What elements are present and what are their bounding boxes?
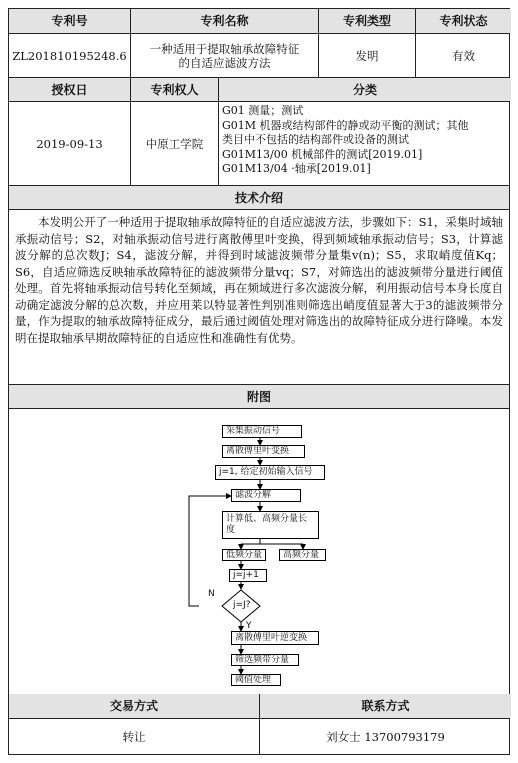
header-grant-date: 授权日 xyxy=(9,78,131,101)
flow-no-label: N xyxy=(208,589,215,599)
flow-step-length-line1: 计算低、高频分量长 xyxy=(226,514,308,524)
flow-yes-label: Y xyxy=(246,621,252,631)
patent-name-line1: 一种适用于提取轴承故障特征 xyxy=(149,41,300,56)
header-contact: 联系方式 xyxy=(260,694,511,718)
patent-info-row xyxy=(9,34,509,78)
flow-step-init: j=1, 给定初始输入信号 xyxy=(215,465,325,480)
header-row-1 xyxy=(9,9,509,34)
header-row-2 xyxy=(9,78,509,102)
flow-step-decompose: 滤波分解 xyxy=(231,489,301,502)
header-patent-name: 专利名称 xyxy=(131,9,319,33)
flow-step-threshold: 阈值处理 xyxy=(231,674,281,686)
flow-decision-text: j=J? xyxy=(233,600,251,610)
patent-name xyxy=(131,34,319,77)
patent-holder: 中原工学院 xyxy=(131,102,219,185)
patent-number: ZL201810195248.6 xyxy=(9,34,131,77)
header-patent-type: 专利类型 xyxy=(319,9,416,33)
classification-line: G01 测量；测试 xyxy=(222,104,304,117)
flow-step-filter: 筛选频带分量 xyxy=(231,654,299,666)
flow-step-length xyxy=(222,511,319,539)
classification-line: G01M13/04 ·轴承[2019.01] xyxy=(222,162,371,175)
flow-step-length-line2: 度 xyxy=(226,525,236,535)
abstract-text: 本发明公开了一种适用于提取轴承故障特征的自适应滤波方法，步骤如下：S1，采集时域轴承振动信号；S2，对轴承振动信号进行离散傅里叶变换，得到频域轴承振动信号；S3，计算滤波分解的总次数J；S4，滤波分解，并得到时域滤波频带分量集v(n)；S5，求取峭度值Kq；S6，自适应筛选反映轴承故障特征的滤波频带分量vq；S7，对筛选出的滤波频带分量进行阈值处理。首先将轴承振动信号转化至频域，再在频域进行多次滤波分解，利用振动信号本身长度自动确定滤波分解的总次数，并应用莱以特显著性判别准则筛选出峭度值显著大于3的滤波频带分量，作为提取的轴承故障特征成分，最后通过阈值处理对筛选出的故障特征成分进行降噪。本发明在提取轴承早期故障特征的自适应性和准确性有优势。 xyxy=(9,210,509,385)
footer-header-row xyxy=(9,694,509,719)
classification-line: 类目中不包括的结构部件或设备的测试 xyxy=(222,133,409,146)
patent-type: 发明 xyxy=(319,34,416,77)
classification-line: G01M 机器或结构部件的静或动平衡的测试；其他 xyxy=(222,118,469,132)
flow-step-dft: 离散傅里叶变换 xyxy=(222,445,305,458)
grant-date: 2019-09-13 xyxy=(9,102,131,185)
flow-increment: j=j+1 xyxy=(229,569,267,582)
flow-high-freq: 高频分量 xyxy=(279,549,326,561)
header-trade-method: 交易方式 xyxy=(9,694,260,718)
flow-step-acquire: 采集振动信号 xyxy=(222,425,302,438)
figure-section-title: 附图 xyxy=(9,385,509,409)
tech-section-title: 技术介绍 xyxy=(9,186,509,210)
flow-low-freq: 低频分量 xyxy=(222,549,266,561)
classification-list xyxy=(219,102,511,185)
footer-data-row xyxy=(9,719,509,754)
flow-step-idft: 离散傅里叶逆变换 xyxy=(231,631,319,645)
header-patent-number: 专利号 xyxy=(9,9,131,33)
header-classification: 分类 xyxy=(219,78,511,101)
header-holder: 专利权人 xyxy=(131,78,219,101)
grant-info-row xyxy=(9,102,509,186)
contact-info: 刘女士 13700793179 xyxy=(326,729,445,744)
classification-line: G01M13/00 机械部件的测试[2019.01] xyxy=(222,147,423,161)
patent-sheet xyxy=(8,8,510,755)
header-patent-status: 专利状态 xyxy=(416,9,511,33)
patent-status: 有效 xyxy=(452,48,475,63)
trade-method: 转让 xyxy=(9,719,260,754)
flowchart-area xyxy=(9,409,509,695)
patent-name-line2: 的自适应滤波方法 xyxy=(178,55,271,70)
